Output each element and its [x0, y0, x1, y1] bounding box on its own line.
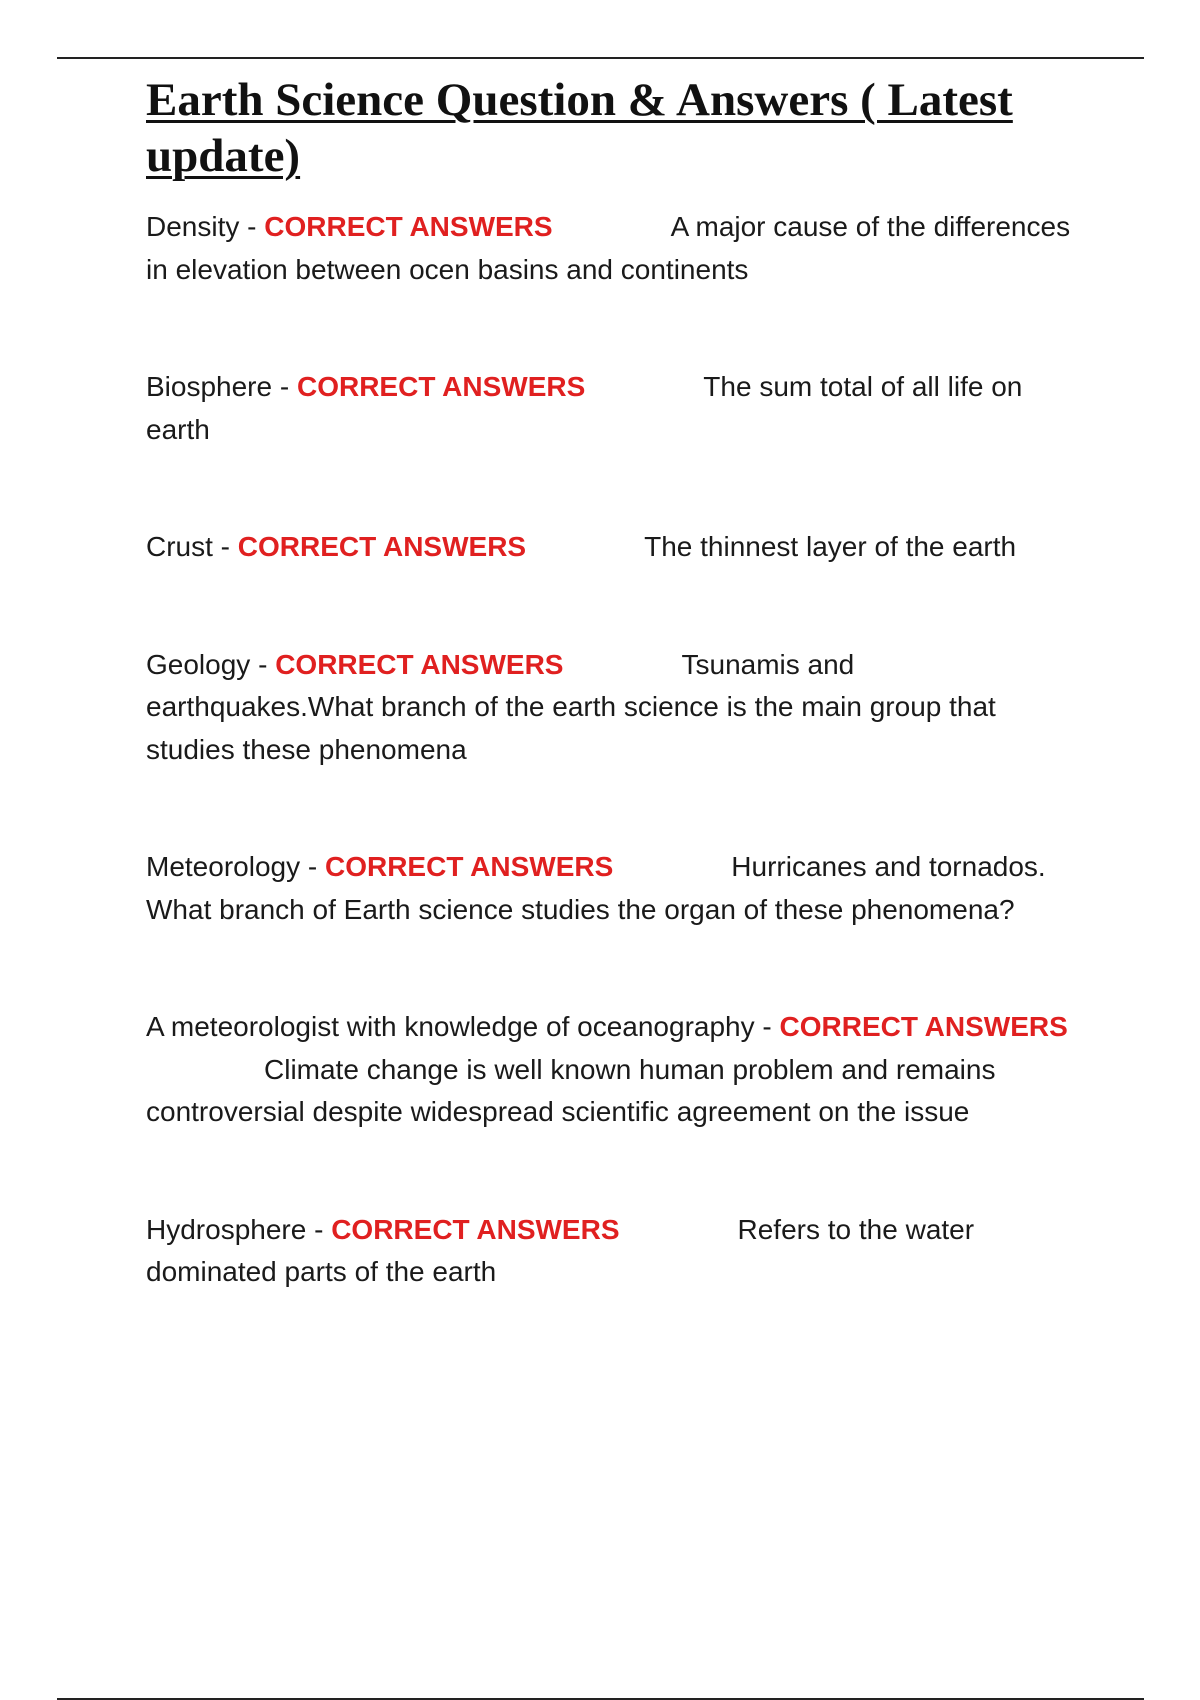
- qa-entry: [146, 1006, 1086, 1134]
- qa-entry: [146, 644, 1086, 772]
- document-body: [146, 72, 1086, 1294]
- qa-separator: -: [212, 531, 238, 562]
- qa-separator: -: [300, 851, 325, 882]
- qa-term: Geology: [146, 648, 251, 680]
- qa-entry: [146, 1209, 1086, 1294]
- correct-answers-label: CORRECT ANSWERS: [237, 531, 527, 562]
- qa-term: Biosphere: [146, 371, 273, 402]
- qa-separator: -: [250, 648, 276, 680]
- qa-definition: Tsunamis and earthquakes.What branch of the earth science is the main group that studies these phenomena: [146, 648, 996, 765]
- qa-definition: A major cause of the differences in elevation between ocen basins and continents: [146, 211, 1071, 285]
- qa-term: Density: [146, 211, 240, 242]
- qa-term: Hydrosphere: [146, 1213, 307, 1245]
- qa-entry: [146, 366, 1086, 451]
- qa-entry: [146, 206, 1086, 291]
- qa-entry: [146, 846, 1086, 931]
- qa-separator: -: [306, 1213, 332, 1245]
- qa-separator: -: [754, 1011, 780, 1042]
- qa-definition: The thinnest layer of the earth: [644, 531, 1017, 562]
- qa-entry: [146, 526, 1086, 569]
- correct-answers-label: CORRECT ANSWERS: [296, 371, 586, 402]
- qa-term: Crust: [146, 531, 213, 562]
- correct-answers-label: CORRECT ANSWERS: [275, 648, 564, 680]
- document-title: Earth Science Question & Answers ( Latest update): [146, 74, 1013, 182]
- correct-answers-label: CORRECT ANSWERS: [779, 1011, 1068, 1042]
- qa-term: Meteorology: [146, 851, 301, 882]
- correct-answers-label: CORRECT ANSWERS: [331, 1213, 620, 1245]
- qa-definition: Hurricanes and tornados. What branch of Earth science studies the organ of these phenomena?: [146, 851, 1046, 925]
- qa-term: A meteorologist with knowledge of oceanography: [146, 1011, 755, 1042]
- qa-definition: Climate change is well known human problem and remains controversial despite widespread scientific agreement on the issue: [146, 1053, 996, 1127]
- qa-separator: -: [239, 211, 265, 242]
- correct-answers-label: CORRECT ANSWERS: [264, 211, 553, 242]
- qa-definition: The sum total of all life on earth: [146, 371, 1023, 445]
- top-rule: [57, 57, 1144, 59]
- correct-answers-label: CORRECT ANSWERS: [324, 851, 614, 882]
- qa-definition: Refers to the water dominated parts of the earth: [146, 1213, 975, 1287]
- qa-separator: -: [272, 371, 297, 402]
